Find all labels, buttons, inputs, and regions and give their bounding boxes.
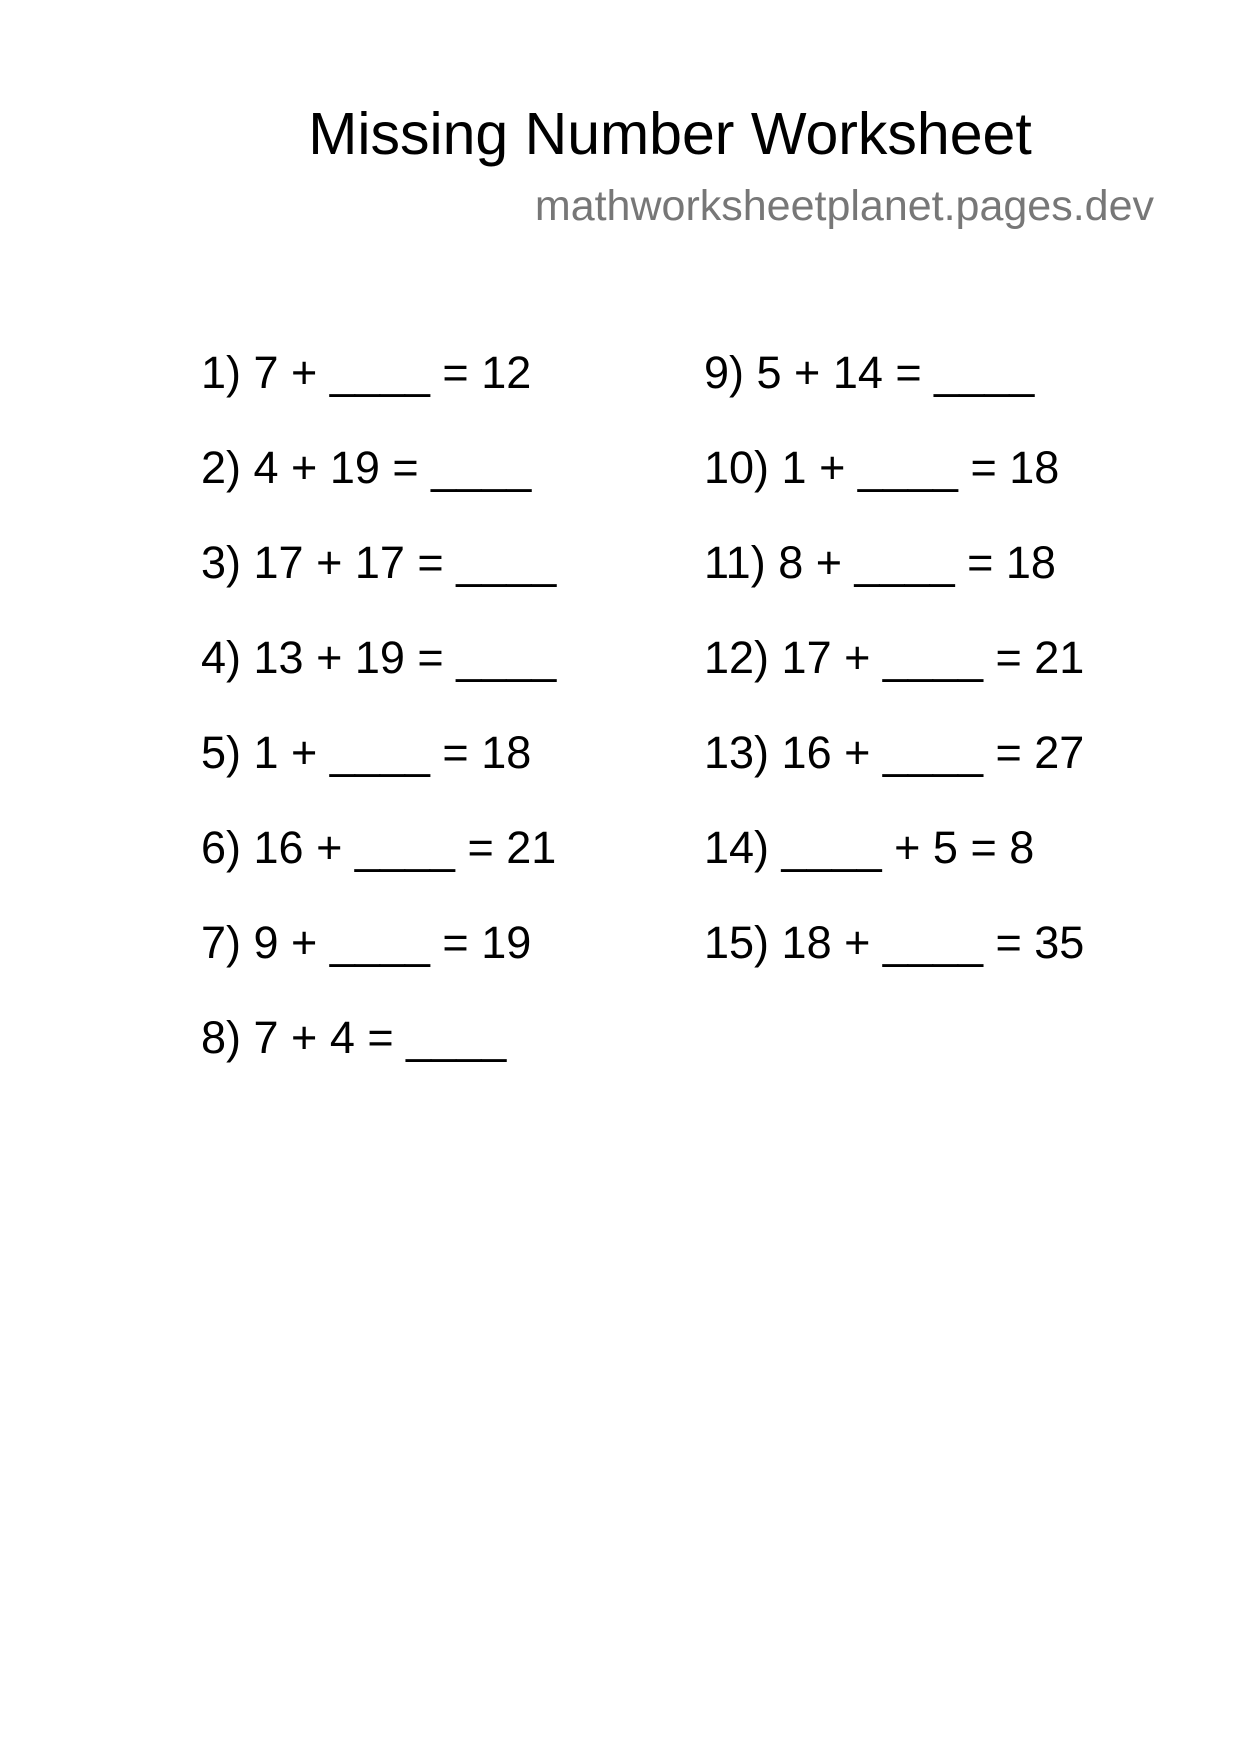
problem-10: 10) 1 + ____ = 18 bbox=[704, 442, 1060, 493]
problem-13: 13) 16 + ____ = 27 bbox=[704, 727, 1085, 778]
problem-15: 15) 18 + ____ = 35 bbox=[704, 917, 1085, 968]
problem-3: 3) 17 + 17 = ____ bbox=[201, 537, 557, 588]
problem-14: 14) ____ + 5 = 8 bbox=[704, 822, 1035, 873]
problem-column-left bbox=[201, 348, 556, 1108]
source-url: mathworksheetplanet.pages.dev bbox=[534, 182, 1154, 230]
problem-11: 11) 8 + ____ = 18 bbox=[704, 537, 1056, 588]
problem-8: 8) 7 + 4 = ____ bbox=[201, 1012, 507, 1063]
problem-4: 4) 13 + 19 = ____ bbox=[201, 632, 557, 683]
problem-2: 2) 4 + 19 = ____ bbox=[201, 442, 532, 493]
problem-6: 6) 16 + ____ = 21 bbox=[201, 822, 557, 873]
problem-7: 7) 9 + ____ = 19 bbox=[201, 917, 532, 968]
problem-12: 12) 17 + ____ = 21 bbox=[704, 632, 1085, 683]
problem-column-right bbox=[704, 348, 1084, 1013]
problem-5: 5) 1 + ____ = 18 bbox=[201, 727, 532, 778]
page-title: Missing Number Worksheet bbox=[308, 101, 1032, 167]
problem-9: 9) 5 + 14 = ____ bbox=[704, 347, 1035, 398]
problem-1: 1) 7 + ____ = 12 bbox=[201, 347, 532, 398]
